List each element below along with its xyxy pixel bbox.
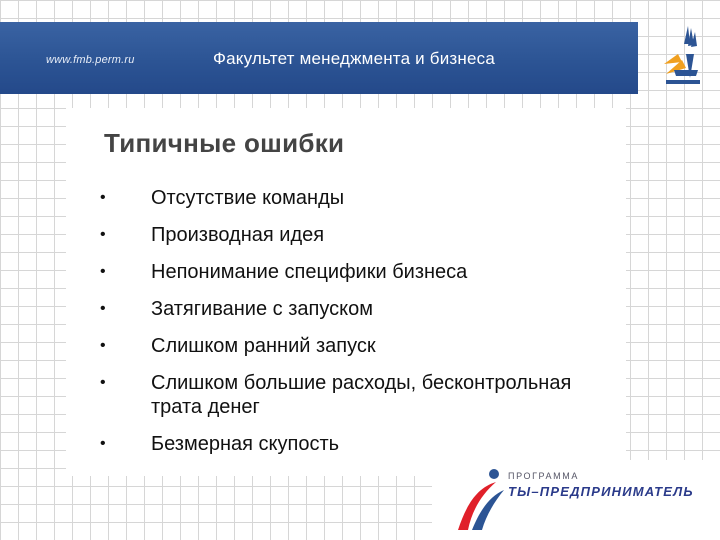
bullet-list: [100, 186, 620, 469]
header-band: [0, 22, 638, 94]
bullet-marker: •: [100, 435, 106, 452]
list-item: [100, 223, 620, 247]
list-item-text: Непонимание специфики бизнеса: [151, 261, 468, 283]
list-item: [100, 297, 620, 321]
list-item-text: Слишком ранний запуск: [151, 335, 376, 357]
list-item-text: Безмерная скупость: [151, 433, 340, 455]
program-caption: ПРОГРАММА: [508, 471, 579, 481]
program-logo: [432, 460, 720, 540]
faculty-name: Факультет менеджмента и бизнеса: [213, 49, 496, 68]
list-item-text: Производная идея: [151, 224, 325, 246]
list-item: [100, 432, 620, 456]
bullet-marker: •: [100, 263, 106, 280]
list-item-text: Затягивание с запуском: [151, 298, 373, 320]
bullet-marker: •: [100, 374, 106, 391]
list-item-text: Слишком большие расходы, бесконтрольная трата денег: [151, 372, 572, 418]
list-item: [100, 371, 620, 419]
list-item-text: Отсутствие команды: [151, 187, 345, 209]
list-item: [100, 186, 620, 210]
bullet-marker: •: [100, 226, 106, 243]
bullet-marker: •: [100, 189, 106, 206]
bullet-marker: •: [100, 337, 106, 354]
runner-logo-icon: [452, 466, 508, 534]
bullet-marker: •: [100, 300, 106, 317]
faculty-logo-icon: [660, 24, 704, 86]
list-item: [100, 260, 620, 284]
program-name: ТЫ–ПРЕДПРИНИМАТЕЛЬ: [508, 484, 694, 499]
slide-title: Типичные ошибки: [104, 128, 345, 158]
list-item: [100, 334, 620, 358]
site-url: www.fmb.perm.ru: [46, 54, 135, 66]
